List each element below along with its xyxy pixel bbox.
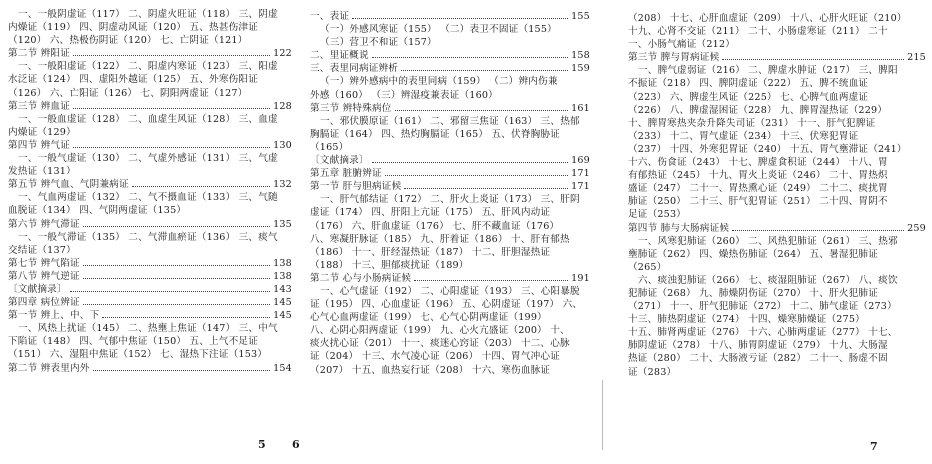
toc-entry <box>310 167 590 180</box>
toc-leader-dots <box>83 257 270 266</box>
toc-text-line: 一、小肠气痛证（212） <box>628 39 736 51</box>
toc-page-ref: 145 <box>273 310 292 322</box>
toc-entry-title: 第五节 辨气血、气阴兼病证 <box>8 179 129 191</box>
toc-entry <box>310 102 590 115</box>
page-edge-line <box>602 380 603 450</box>
toc-entry <box>310 10 590 23</box>
toc-text-line: 证（195） 四、心血虚证（196） 五、心阴虚证（197） 六、 <box>310 299 583 311</box>
toc-entry <box>8 139 292 152</box>
toc-page-ref: 171 <box>571 181 590 193</box>
toc-leader-dots <box>93 362 270 371</box>
toc-text-line: 一、风寒犯肺证（260） 二、风热犯肺证（261） 三、热邪 <box>638 235 898 247</box>
book-page-right <box>612 0 932 464</box>
toc-entry <box>8 296 292 309</box>
toc-text-line: 十六、伤食证（243） 十七、脾虚食积证（244） 十八、胃 <box>628 157 888 169</box>
toc-text-line: 盛证（247） 二十一、胃热熏心证（249） 二十二、痰扰胃 <box>628 183 888 195</box>
toc-text-line: 不振证（218） 四、脾阴虚证（222） 五、脾不统血证 <box>628 78 869 90</box>
toc-column <box>310 10 590 377</box>
toc-text-line: 水泛证（124） 四、虚阳外越证（125） 五、外寒伤阳证 <box>8 74 258 86</box>
toc-leader-dots <box>70 283 270 292</box>
toc-leader-dots <box>401 62 568 71</box>
toc-text-line: 有郁热证（245） 十九、胃火上炎证（246） 二十、胃热炽 <box>628 170 888 182</box>
toc-entry-title: 第三节 辨特殊病位 <box>310 102 392 114</box>
toc-text-line: （一）辨外感病中的表里同病（159） （二）辨内伤兼 <box>320 76 558 88</box>
toc-leader-dots <box>722 51 904 60</box>
toc-entry <box>8 257 292 270</box>
toc-entry-title: 第三节 辨血证 <box>8 100 71 112</box>
toc-text-line: 十、脾胃寒热夹杂升降失司证（231） 十一、肝气犯脾证 <box>628 117 876 129</box>
toc-text-line: 发热证（131） <box>8 166 76 178</box>
toc-text-line: 一、一般阳虚证（122） 二、阳虚内寒证（123） 三、阳虚 <box>18 61 278 73</box>
toc-entry <box>310 272 590 285</box>
toc-entry <box>8 270 292 283</box>
toc-text-line: 一、心气虚证（192） 二、心阳虚证（193） 三、心阳暴脱 <box>320 285 580 297</box>
toc-entry <box>8 218 292 231</box>
toc-leader-dots <box>73 47 270 56</box>
toc-entry-title: 第四节 辨气证 <box>8 139 71 151</box>
toc-leader-dots <box>404 180 568 189</box>
toc-entry-title: 第六节 辨气滞证 <box>8 218 80 230</box>
toc-entry-title: 第五章 脏腑辨证 <box>310 168 382 180</box>
toc-leader-dots <box>73 139 270 148</box>
toc-text-line: 一、邪伏膜原证（161） 二、邪留三焦证（163） 三、热郁 <box>320 115 580 127</box>
toc-text-line: 热证（280） 二十、大肠液亏证（282） 二十一、肠虚不固 <box>628 353 888 365</box>
toc-entry <box>310 154 590 167</box>
toc-leader-dots <box>132 178 270 187</box>
toc-text-line: （三）营卫不和证（157） <box>320 37 437 49</box>
toc-entry <box>310 62 590 75</box>
toc-text-line: 一、肝气郁结证（172） 二、肝火上炎证（173） 三、肝阴 <box>320 194 580 206</box>
toc-leader-dots <box>414 272 568 281</box>
toc-text-line: 证（283） <box>628 366 677 378</box>
toc-text-line: 一、风热上扰证（145） 二、热壅上焦证（147） 三、中气 <box>18 323 278 335</box>
toc-leader-dots <box>83 270 270 279</box>
toc-page-ref: 154 <box>273 362 292 374</box>
toc-entry-title: 一、表证 <box>310 11 350 22</box>
toc-text-line: （237） 十四、外寒犯胃证（240） 十五、胃气壅滞证（241） <box>628 143 907 155</box>
toc-text-line: （165） <box>310 141 349 153</box>
toc-text-line: 胸膈证（164） 四、热灼胸膈证（165） 五、伏脊胸胁证 <box>310 128 560 140</box>
toc-text-line: 八、心阴心阳两虚证（199） 九、心火亢盛证（200） 十、 <box>310 325 570 337</box>
toc-leader-dots <box>83 218 270 227</box>
page-number: 6 <box>292 438 300 451</box>
toc-entry-title: 第一节 肝与胆病证候 <box>310 181 402 193</box>
toc-text-line: 十三、肺热阴虚证（274） 十四、燥寒肺燥证（275） <box>628 314 865 326</box>
book-page-middle <box>292 0 598 464</box>
toc-page-ref: 143 <box>273 283 292 295</box>
toc-entry-title: 三、表里同病证辨析 <box>310 63 399 75</box>
toc-entry-title: 〔文献摘录〕 <box>8 283 67 295</box>
toc-leader-dots <box>83 296 270 305</box>
toc-entry <box>8 283 292 296</box>
toc-entry-title: 第三节 脾与胃病证候 <box>628 52 720 64</box>
toc-text-line: （233） 十二、胃气虚证（234） 十三、伏寒犯胃证 <box>628 130 859 142</box>
toc-leader-dots <box>102 309 270 318</box>
toc-leader-dots <box>732 222 904 231</box>
toc-page-ref: 135 <box>273 218 292 230</box>
toc-text-line: 一、气血两虚证（132） 二、气不摄血证（133） 三、气随 <box>18 192 278 204</box>
toc-text-line: 一、脾气虚弱证（216） 二、脾虚水肿证（217） 三、脾阳 <box>638 65 898 77</box>
toc-text-line: 十九、心肾不交证（211） 二十、小肠虚寒证（211） 二十 <box>628 26 888 38</box>
toc-entry-title: 第一节 辨上、中、下 <box>8 310 100 322</box>
toc-text-line: （一）外感风寒证（155） （二）表卫不固证（155） <box>320 24 557 36</box>
page-gutter <box>598 0 612 464</box>
toc-text-line: （186） 十一、肝经湿热证（187） 十二、肝胆湿热证 <box>310 246 551 258</box>
toc-text-line: （188） 十三、胆郁痰扰证（189） <box>310 259 469 271</box>
toc-text-line: 壅肺证（262） 四、燥热伤肺证（264） 五、暑湿犯肺证 <box>628 248 878 260</box>
toc-page-ref: 161 <box>571 102 590 114</box>
toc-text-line: 虚证（174） 四、肝阳上亢证（175） 五、肝风内动证 <box>310 207 551 219</box>
toc-entry <box>8 309 292 322</box>
toc-page-ref: 132 <box>273 179 292 191</box>
toc-page-ref: 191 <box>571 272 590 284</box>
toc-entry-title: 第二节 辨表里内外 <box>8 362 90 374</box>
toc-text-line: （208） 十七、心肝血虚证（209） 十八、心肝火旺证（210） <box>628 13 907 24</box>
toc-column <box>628 12 926 379</box>
toc-entry-title: 第二节 辨阳证 <box>8 48 71 60</box>
toc-text-line: 一、一般血虚证（128） 二、血虚生风证（128） 三、血虚 <box>18 113 278 125</box>
toc-text-line: （126） 六、亡阳证（126） 七、阴阳两虚证（127） <box>8 87 248 99</box>
toc-leader-dots <box>372 154 568 163</box>
toc-text-line: （223） 六、脾虚生风证（225） 七、心脾气血两虚证 <box>628 91 869 103</box>
toc-text-line: 心气心血两虚证（199） 七、心气心阴两虚证（199） <box>310 312 547 324</box>
toc-leader-dots <box>372 49 568 58</box>
toc-page-ref: 159 <box>571 63 590 75</box>
toc-page-ref: 138 <box>273 257 292 269</box>
book-page-left <box>0 0 298 464</box>
toc-page-ref: 128 <box>273 100 292 112</box>
toc-page-ref: 145 <box>273 297 292 309</box>
toc-text-line: （271） 十一、肝气犯肺证（272） 十二、肺气虚证（273） <box>628 301 897 313</box>
toc-text-line: 一、一般气虚证（130） 二、气虚外感证（131） 三、气虚 <box>18 153 278 165</box>
toc-text-line: 足证（253） <box>628 209 687 221</box>
toc-entry-title: 第八节 辨气逆证 <box>8 270 80 282</box>
toc-text-line: 犯肺证（268） 九、肺燥阴伤证（270） 十、肝火犯肺证 <box>628 287 878 299</box>
toc-text-line: 一、一般阴虚证（117） 二、阴虚火旺证（118） 三、阴虚 <box>18 9 278 20</box>
toc-text-line: 交结证（137） <box>8 244 76 256</box>
toc-text-line: （120） 六、热极伤阴证（120） 七、亡阴证（121） <box>8 35 248 47</box>
toc-entry <box>8 362 292 375</box>
toc-page-ref: 130 <box>273 139 292 151</box>
toc-text-line: 十五、肺肾两虚证（276） 十六、心肺两虚证（277） 十七、 <box>628 327 898 339</box>
page-number: 7 <box>870 440 878 453</box>
toc-text-line: 内燥证（129） <box>8 126 76 138</box>
toc-entry-title: 第七节 辨气陷证 <box>8 257 80 269</box>
toc-entry-title: 二、里证概说 <box>310 50 369 62</box>
toc-text-line: （226） 八、脾虚湿困证（228） 九、脾胃湿热证（229） <box>628 104 888 116</box>
toc-entry-title: 第四章 病位辨证 <box>8 297 80 309</box>
toc-text-line: 八、寒凝肝脉证（185） 九、肝着证（186） 十、肝有郁热 <box>310 233 570 245</box>
page-number: 5 <box>258 438 266 451</box>
toc-text-line: （207） 十五、血热妄行证（208） 十六、寒伤血脉证 <box>310 364 551 376</box>
toc-text-line: 一、一般气滞证（135） 二、气滞血瘀证（136） 三、痰气 <box>18 231 278 243</box>
toc-page-ref: 122 <box>273 48 292 60</box>
toc-page-ref: 259 <box>907 222 926 234</box>
toc-text-line: （151） 六、湿阻中焦证（152） 七、湿热下注证（153） <box>8 349 268 361</box>
toc-page-ref: 171 <box>571 168 590 180</box>
toc-text-line: 痰火扰心证（201） 十一、痰迷心窍证（203） 十二、心脉 <box>310 338 570 350</box>
toc-text-line: 外感（160） （三）辨湿疫兼表证（160） <box>310 89 498 101</box>
toc-page-ref: 169 <box>571 155 590 167</box>
toc-text-line: 证（204） 十三、水气凌心证（206） 十四、胃气冲心证 <box>310 351 560 363</box>
toc-entry <box>8 178 292 191</box>
toc-leader-dots <box>352 10 568 19</box>
toc-text-line: 肺阴虚证（278） 十八、肺胃阴虚证（279） 十九、大肠湿 <box>628 340 888 352</box>
toc-text-line: 下陷证（148） 四、气郁中焦证（150） 五、上气不足证 <box>8 336 258 348</box>
toc-text-line: 六、痰浊犯肺证（266） 七、痰湿阻肺证（267） 八、痰饮 <box>638 274 898 286</box>
toc-column <box>8 8 292 375</box>
toc-page-ref: 215 <box>907 52 926 64</box>
toc-entry-title: 第四节 肺与大肠病证候 <box>628 222 730 234</box>
toc-page-ref: 138 <box>273 270 292 282</box>
toc-entry <box>8 100 292 113</box>
toc-text-line: （265） <box>628 261 667 273</box>
toc-entry <box>628 222 926 235</box>
toc-page-ref: 158 <box>571 50 590 62</box>
toc-entry-title: 〔文献摘录〕 <box>310 155 369 167</box>
toc-leader-dots <box>395 102 568 111</box>
toc-entry <box>8 47 292 60</box>
toc-text-line: （176） 六、肝血虚证（176） 七、肝不藏血证（176） <box>310 220 560 232</box>
toc-page-ref: 155 <box>571 11 590 22</box>
toc-text-line: 肺证（250） 二十三、肝气犯胃证（251） 二十四、胃阴不 <box>628 196 888 208</box>
toc-entry <box>310 49 590 62</box>
toc-leader-dots <box>73 100 270 109</box>
toc-text-line: 血脱证（134） 四、气阴两虚证（135） <box>8 205 187 217</box>
toc-entry <box>628 51 926 64</box>
toc-entry <box>310 180 590 193</box>
toc-text-line: 内燥证（119） 四、阴虚动风证（120） 五、热甚伤津证 <box>8 22 258 34</box>
toc-entry-title: 第二节 心与小肠病证候 <box>310 272 412 284</box>
toc-leader-dots <box>385 167 568 176</box>
